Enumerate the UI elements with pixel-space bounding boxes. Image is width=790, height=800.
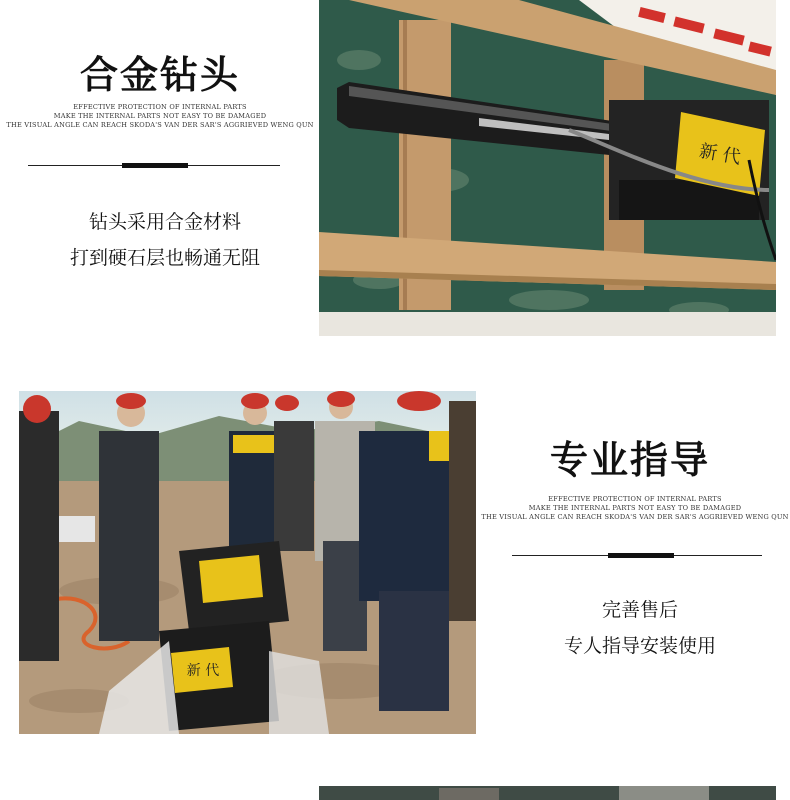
plate-text: 新 代 — [186, 663, 220, 679]
divider-accent — [122, 163, 188, 168]
divider-accent — [608, 553, 674, 558]
description — [20, 204, 310, 276]
section-alloy-drill — [0, 0, 790, 340]
workers-photo — [19, 391, 476, 734]
description-line: 完善售后 — [601, 599, 678, 621]
section-title: 合金钻头 — [79, 53, 240, 97]
english-line: MAKE THE INTERNAL PARTS NOT EASY TO BE DAMAGED — [53, 112, 267, 120]
english-line: THE VISUAL ANGLE CAN REACH SKODA'S VAN DER SAR'S AGGRIEVED WENG QUN — [481, 513, 789, 521]
next-section-photo — [319, 786, 776, 800]
english-line: EFFECTIVE PROTECTION OF INTERNAL PARTS — [548, 495, 722, 503]
description-line: 打到硬石层也畅通无阻 — [69, 247, 260, 269]
drill-bit-photo — [319, 0, 776, 336]
english-line: MAKE THE INTERNAL PARTS NOT EASY TO BE DAMAGED — [528, 504, 742, 512]
description — [500, 592, 780, 664]
plate-text: 新 代 — [697, 140, 743, 169]
english-tagline — [480, 495, 790, 522]
english-line: EFFECTIVE PROTECTION OF INTERNAL PARTS — [73, 103, 247, 111]
description-line: 钻头采用合金材料 — [88, 211, 241, 233]
section-professional-guidance — [0, 340, 790, 800]
english-line: THE VISUAL ANGLE CAN REACH SKODA'S VAN DER SAR'S AGGRIEVED WENG QUN — [6, 121, 314, 129]
section-title: 专业指导 — [549, 438, 710, 482]
english-tagline — [0, 103, 320, 130]
description-line: 专人指导安装使用 — [563, 635, 716, 657]
